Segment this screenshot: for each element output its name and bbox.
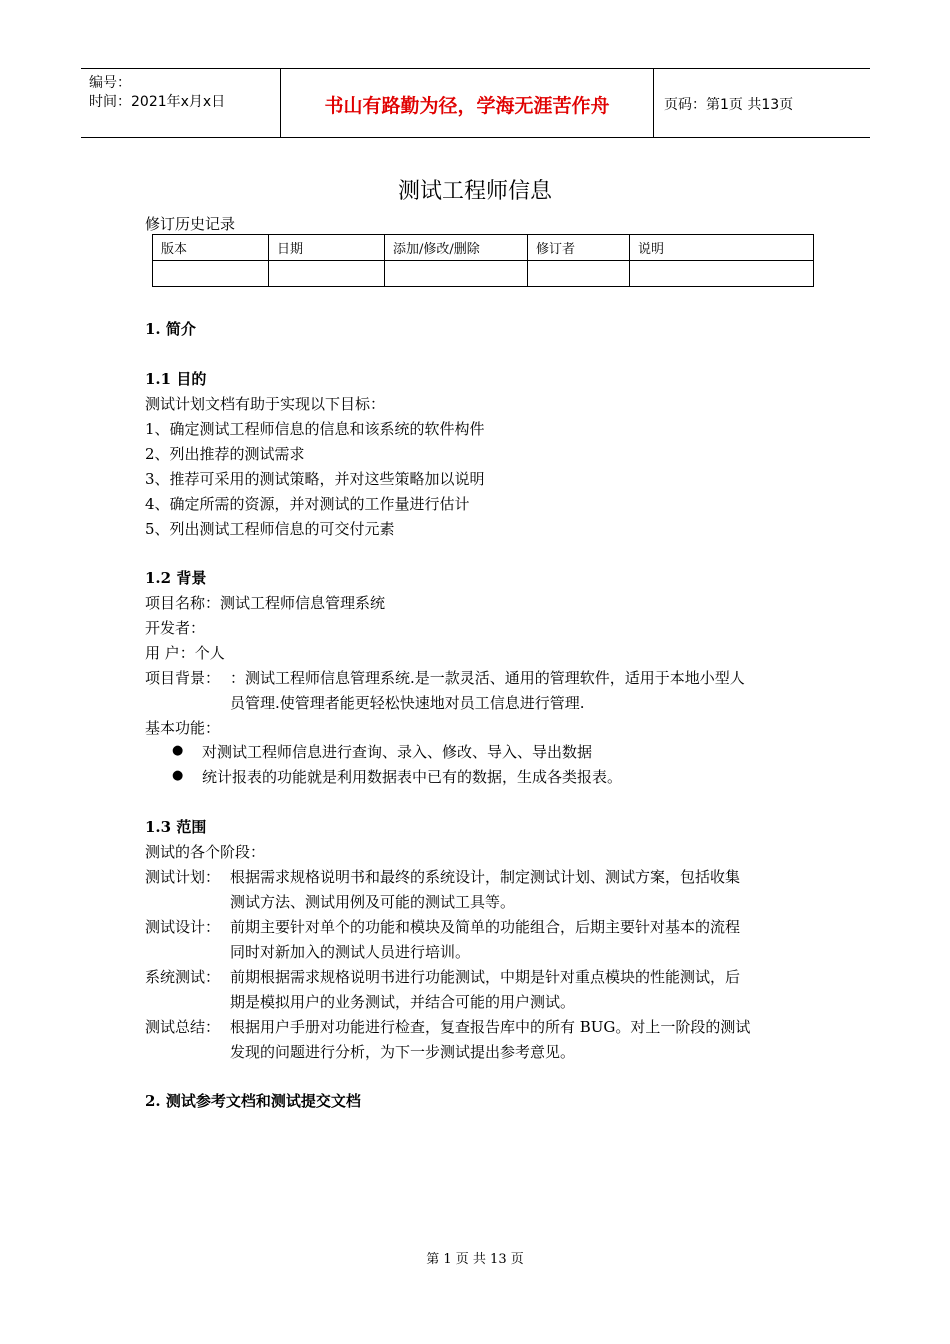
page-title: 测试工程师信息 [397, 179, 552, 204]
user: 用 户：个人 [145, 644, 225, 662]
revision-caption: 修订历史记录 [145, 215, 236, 233]
bullet-icon: ● [172, 743, 184, 758]
purpose-item: 3、推荐可采用的测试策略，并对这些策略加以说明 [145, 470, 485, 488]
phase-label: 测试总结： [145, 1018, 221, 1036]
section-2-heading: 2. 测试参考文档和测试提交文档 [145, 1092, 361, 1110]
purpose-item: 2、列出推荐的测试需求 [145, 445, 305, 463]
header-page-cell [654, 69, 870, 137]
revision-table [152, 234, 814, 287]
phase-label: 测试计划： [145, 868, 221, 886]
header-motto-cell [281, 69, 654, 137]
phase-text: 根据需求规格说明书和最终的系统设计，制定测试计划、测试方案，包括收集 [230, 868, 741, 886]
section-1-heading: 1. 简介 [145, 320, 196, 338]
col-notes: 说明 [630, 235, 814, 261]
page-footer: 第 1 页 共 13 页 [426, 1252, 524, 1267]
document-header [81, 68, 870, 138]
project-name: 项目名称：测试工程师信息管理系统 [145, 594, 386, 612]
background-text: ：测试工程师信息管理系统.是一款灵活、通用的管理软件，适用于本地小型人 [230, 669, 745, 687]
phase-label: 系统测试： [145, 968, 221, 986]
motto: 书山有路勤为径，学海无涯苦作舟 [324, 95, 610, 117]
revision-empty-row [153, 261, 814, 287]
header-meta-cell [81, 69, 281, 137]
number-label: 编号： [89, 75, 131, 91]
purpose-intro: 测试计划文档有助于实现以下目标： [145, 395, 386, 413]
section-1-3-heading: 1.3 范围 [145, 818, 207, 836]
revision-header-row [153, 235, 814, 261]
phase-text: 同时对新加入的测试人员进行培训。 [230, 943, 471, 961]
purpose-item: 1、确定测试工程师信息的信息和该系统的软件构件 [145, 420, 485, 438]
phase-text: 前期根据需求规格说明书进行功能测试，中期是针对重点模块的性能测试，后 [230, 968, 741, 986]
scope-intro: 测试的各个阶段： [145, 843, 266, 861]
section-1-1-heading: 1.1 目的 [145, 370, 207, 388]
phase-text: 发现的问题进行分析，为下一步测试提出参考意见。 [230, 1043, 576, 1061]
purpose-item: 4、确定所需的资源，并对测试的工作量进行估计 [145, 495, 470, 513]
developer: 开发者： [145, 619, 206, 637]
phase-text: 前期主要针对单个的功能和模块及简单的功能组合，后期主要针对基本的流程 [230, 918, 741, 936]
col-reviser: 修订者 [528, 235, 630, 261]
time-label: 时间：2021年x月x日 [89, 94, 226, 110]
functions-label: 基本功能： [145, 719, 221, 737]
col-date: 日期 [269, 235, 385, 261]
phase-label: 测试设计： [145, 918, 221, 936]
phase-text: 期是模拟用户的业务测试，并结合可能的用户测试。 [230, 993, 576, 1011]
section-1-2-heading: 1.2 背景 [145, 569, 207, 587]
col-version: 版本 [153, 235, 269, 261]
bullet-icon: ● [172, 768, 184, 783]
phase-text: 测试方法、测试用例及可能的测试工具等。 [230, 893, 516, 911]
col-change: 添加/修改/删除 [385, 235, 528, 261]
background-label: 项目背景： [145, 669, 221, 687]
function-item: 统计报表的功能就是利用数据表中已有的数据，生成各类报表。 [202, 768, 623, 786]
page-info: 页码：第1页 共13页 [664, 97, 794, 113]
function-item: 对测试工程师信息进行查询、录入、修改、导入、导出数据 [202, 743, 593, 761]
phase-text: 根据用户手册对功能进行检查，复查报告库中的所有 BUG。对上一阶段的测试 [230, 1018, 751, 1036]
purpose-item: 5、列出测试工程师信息的可交付元素 [145, 520, 395, 538]
background-text: 员管理.使管理者能更轻松快速地对员工信息进行管理. [230, 694, 585, 712]
